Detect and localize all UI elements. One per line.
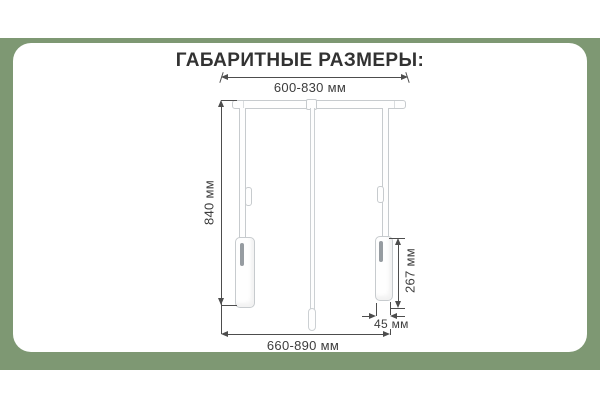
arrowhead-down-icon <box>395 301 401 308</box>
right-arm-slot <box>379 241 383 262</box>
bottom-width-label: 660-890 мм <box>266 338 340 353</box>
arm-depth-label: 45 мм <box>374 317 409 331</box>
arrowhead-right-icon <box>383 331 390 337</box>
left-rail-clip <box>245 187 252 206</box>
extension-line <box>376 303 377 316</box>
extension-line <box>390 302 391 315</box>
frame-right-rail <box>382 108 389 237</box>
arm-height-label: 267 мм <box>402 248 418 293</box>
bottom-dimension-line <box>227 334 384 335</box>
arrowhead-left-icon <box>221 331 228 337</box>
arrowhead-up-icon <box>218 100 224 107</box>
top-dimension-line <box>228 77 402 78</box>
pull-rod <box>310 108 315 310</box>
top-rail-segment-line <box>243 101 244 108</box>
arrowhead-up-icon <box>395 238 401 245</box>
right-arm-housing <box>375 236 393 301</box>
top-width-label: 600-830 мм <box>273 80 347 95</box>
extension-tick <box>391 308 405 309</box>
arm-height-dimension-line <box>398 241 399 305</box>
extension-tick <box>221 305 237 306</box>
pull-rod-handle-tip <box>308 308 316 331</box>
arrowhead-down-icon <box>218 298 224 305</box>
left-arm-slot <box>240 243 244 266</box>
right-rail-clip <box>377 186 384 203</box>
top-rail-segment-line <box>394 101 395 108</box>
frame-left-rail <box>239 108 246 238</box>
extension-tick <box>221 100 237 101</box>
left-arm-housing <box>235 237 255 308</box>
frame-top-rail <box>232 100 406 109</box>
overall-height-label: 840 мм <box>201 180 217 225</box>
page-title: ГАБАРИТНЫЕ РАЗМЕРЫ: <box>175 50 425 71</box>
